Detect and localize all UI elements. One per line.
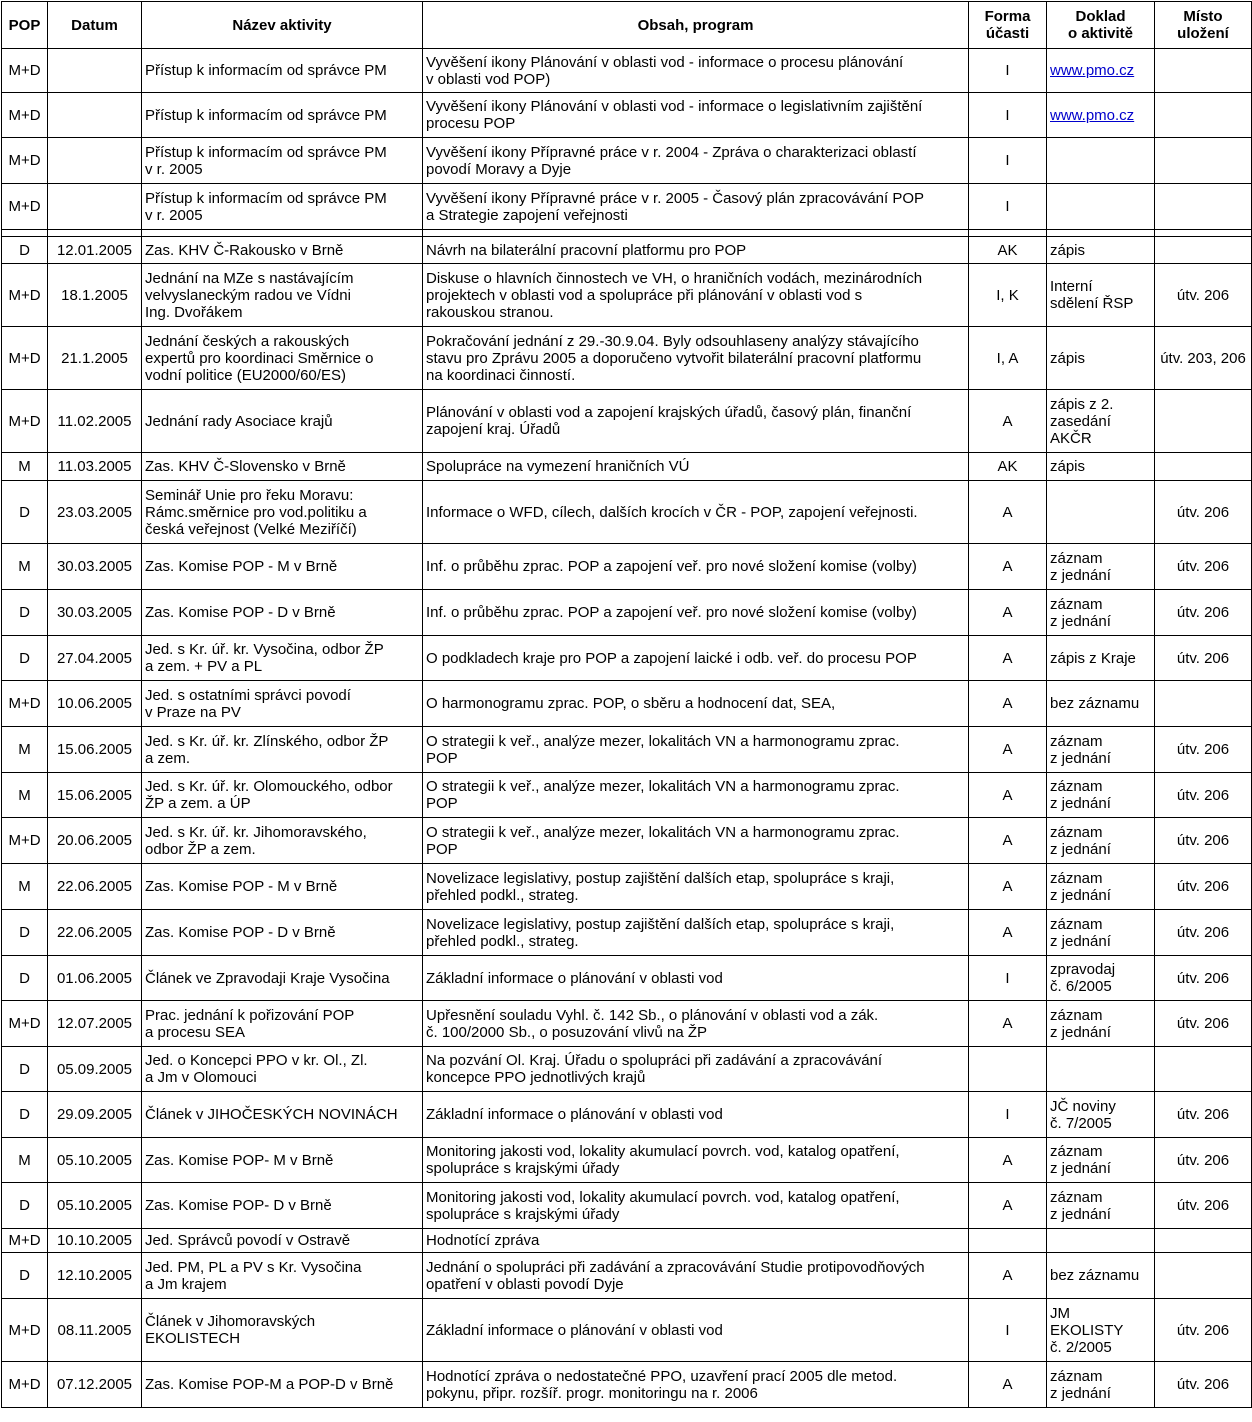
- table-body-top: [2, 49, 1252, 230]
- header-nazev: Název aktivity: [142, 2, 423, 49]
- cell-forma: A: [969, 481, 1047, 544]
- cell-pop: D: [2, 237, 48, 264]
- cell-doklad: zápis z Kraje: [1047, 636, 1155, 681]
- cell-obsah: O harmonogramu zprac. POP, o sběru a hodnocení dat, SEA,: [423, 681, 969, 727]
- cell-misto: útv. 206: [1155, 544, 1252, 590]
- cell-pop: D: [2, 1092, 48, 1138]
- cell-nazev: Článek ve Zpravodaji Kraje Vysočina: [142, 956, 423, 1001]
- cell-misto: útv. 206: [1155, 1092, 1252, 1138]
- cell-datum: 15.06.2005: [48, 727, 142, 773]
- table-row: [2, 1229, 1252, 1253]
- cell-obsah: Plánování v oblasti vod a zapojení krajských úřadů, časový plán, finanční zapojení kraj. Úřadů: [423, 390, 969, 453]
- cell-misto: útv. 206: [1155, 956, 1252, 1001]
- cell-pop: M: [2, 544, 48, 590]
- cell-forma: I: [969, 184, 1047, 230]
- cell-pop: M+D: [2, 1229, 48, 1253]
- cell-datum: 07.12.2005: [48, 1362, 142, 1408]
- cell-datum: 21.1.2005: [48, 327, 142, 390]
- cell-obsah: Diskuse o hlavních činnostech ve VH, o hraničních vodách, mezinárodních projektech v oblasti vod a spolupráce při plánování v oblasti vod s rakouskou stranou.: [423, 264, 969, 327]
- cell-misto: útv. 206: [1155, 264, 1252, 327]
- cell-pop: D: [2, 1047, 48, 1092]
- activity-table: [1, 1, 1252, 1408]
- cell-nazev: Zas. KHV Č-Rakousko v Brně: [142, 237, 423, 264]
- cell-pop: M+D: [2, 93, 48, 138]
- cell-forma: I: [969, 138, 1047, 184]
- cell-forma: A: [969, 1183, 1047, 1229]
- cell-nazev: Zas. Komise POP - D v Brně: [142, 590, 423, 636]
- cell-doklad: JČ noviny č. 7/2005: [1047, 1092, 1155, 1138]
- cell-nazev: Zas. Komise POP - M v Brně: [142, 544, 423, 590]
- cell-doklad: [1047, 93, 1155, 138]
- table-row: [2, 138, 1252, 184]
- cell-misto: útv. 206: [1155, 590, 1252, 636]
- cell-doklad: záznam z jednání: [1047, 1362, 1155, 1408]
- cell-obsah: Základní informace o plánování v oblasti vod: [423, 956, 969, 1001]
- cell-doklad: [1047, 138, 1155, 184]
- table-row: [2, 1299, 1252, 1362]
- cell-pop: D: [2, 956, 48, 1001]
- table-row: [2, 1253, 1252, 1299]
- cell-forma: AK: [969, 453, 1047, 481]
- cell-doklad: záznam z jednání: [1047, 773, 1155, 818]
- table-row: [2, 910, 1252, 956]
- cell-nazev: Zas. KHV Č-Slovensko v Brně: [142, 453, 423, 481]
- cell-pop: D: [2, 636, 48, 681]
- cell-pop: M: [2, 773, 48, 818]
- table-body-main: [2, 237, 1252, 1408]
- header-forma: Forma účasti: [969, 2, 1047, 49]
- cell-nazev: Seminář Unie pro řeku Moravu: Rámc.směrnice pro vod.politiku a česká veřejnost (Velké Meziříčí): [142, 481, 423, 544]
- cell-obsah: Vyvěšení ikony Přípravné práce v r. 2005 - Časový plán zpracovávání POP a Strategie zapojení veřejnosti: [423, 184, 969, 230]
- cell-forma: I: [969, 956, 1047, 1001]
- cell-misto: útv. 206: [1155, 1362, 1252, 1408]
- cell-pop: M+D: [2, 327, 48, 390]
- cell-nazev: Přístup k informacím od správce PM: [142, 49, 423, 93]
- cell-obsah: Jednání o spolupráci při zadávání a zpracovávání Studie protipovodňových opatření v oblasti povodí Dyje: [423, 1253, 969, 1299]
- cell-misto: útv. 206: [1155, 1183, 1252, 1229]
- cell-nazev: Jed. s Kr. úř. kr. Zlínského, odbor ŽP a zem.: [142, 727, 423, 773]
- cell-nazev: Jed. s ostatními správci povodí v Praze na PV: [142, 681, 423, 727]
- header-misto: Místo uložení: [1155, 2, 1252, 49]
- table-row: [2, 1183, 1252, 1229]
- cell-datum: 29.09.2005: [48, 1092, 142, 1138]
- cell-datum: 27.04.2005: [48, 636, 142, 681]
- cell-datum: 20.06.2005: [48, 818, 142, 864]
- cell-forma: A: [969, 818, 1047, 864]
- cell-datum: 11.03.2005: [48, 453, 142, 481]
- cell-misto: [1155, 453, 1252, 481]
- cell-doklad: záznam z jednání: [1047, 544, 1155, 590]
- table-row: [2, 93, 1252, 138]
- cell-misto: [1155, 390, 1252, 453]
- cell-doklad: bez záznamu: [1047, 681, 1155, 727]
- cell-nazev: Jed. Správců povodí v Ostravě: [142, 1229, 423, 1253]
- cell-misto: [1155, 184, 1252, 230]
- cell-doklad: bez záznamu: [1047, 1253, 1155, 1299]
- cell-doklad: Interní sdělení ŘSP: [1047, 264, 1155, 327]
- cell-datum: [48, 49, 142, 93]
- cell-forma: A: [969, 1253, 1047, 1299]
- cell-datum: 11.02.2005: [48, 390, 142, 453]
- cell-misto: útv. 206: [1155, 1299, 1252, 1362]
- table-row: [2, 390, 1252, 453]
- cell-misto: útv. 206: [1155, 818, 1252, 864]
- cell-forma: A: [969, 773, 1047, 818]
- cell-misto: útv. 206: [1155, 481, 1252, 544]
- header-pop: POP: [2, 2, 48, 49]
- cell-obsah: O podkladech kraje pro POP a zapojení laické i odb. veř. do procesu POP: [423, 636, 969, 681]
- cell-obsah: Informace o WFD, cílech, dalších krocích v ČR - POP, zapojení veřejnosti.: [423, 481, 969, 544]
- cell-obsah: Vyvěšení ikony Plánování v oblasti vod - informace o procesu plánování v oblasti vod POP): [423, 49, 969, 93]
- cell-doklad: [1047, 1047, 1155, 1092]
- cell-doklad: zápis: [1047, 237, 1155, 264]
- cell-forma: A: [969, 1001, 1047, 1047]
- table-row: [2, 956, 1252, 1001]
- cell-obsah: Vyvěšení ikony Přípravné práce v r. 2004 - Zpráva o charakterizaci oblastí povodí Moravy a Dyje: [423, 138, 969, 184]
- cell-doklad: JM EKOLISTY č. 2/2005: [1047, 1299, 1155, 1362]
- cell-doklad: zápis: [1047, 453, 1155, 481]
- cell-nazev: Jed. o Koncepci PPO v kr. Ol., Zl. a Jm v Olomouci: [142, 1047, 423, 1092]
- cell-datum: 01.06.2005: [48, 956, 142, 1001]
- cell-doklad: záznam z jednání: [1047, 1138, 1155, 1183]
- cell-datum: 30.03.2005: [48, 544, 142, 590]
- table-row: [2, 818, 1252, 864]
- cell-misto: útv. 206: [1155, 864, 1252, 910]
- cell-misto: [1155, 237, 1252, 264]
- cell-pop: M+D: [2, 681, 48, 727]
- cell-datum: 22.06.2005: [48, 910, 142, 956]
- cell-misto: [1155, 681, 1252, 727]
- cell-misto: [1155, 1253, 1252, 1299]
- cell-nazev: Jed. s Kr. úř. kr. Olomouckého, odbor ŽP a zem. a ÚP: [142, 773, 423, 818]
- cell-forma: I, K: [969, 264, 1047, 327]
- cell-forma: I: [969, 93, 1047, 138]
- cell-forma: I: [969, 1092, 1047, 1138]
- table-row: [2, 1047, 1252, 1092]
- cell-doklad: záznam z jednání: [1047, 590, 1155, 636]
- table-row: [2, 184, 1252, 230]
- cell-misto: útv. 206: [1155, 1001, 1252, 1047]
- cell-obsah: Návrh na bilaterální pracovní platformu pro POP: [423, 237, 969, 264]
- cell-obsah: Inf. o průběhu zprac. POP a zapojení veř. pro nové složení komise (volby): [423, 590, 969, 636]
- cell-doklad: zpravodaj č. 6/2005: [1047, 956, 1155, 1001]
- cell-doklad: záznam z jednání: [1047, 1001, 1155, 1047]
- cell-pop: M: [2, 727, 48, 773]
- cell-doklad: záznam z jednání: [1047, 910, 1155, 956]
- cell-obsah: O strategii k veř., analýze mezer, lokalitách VN a harmonogramu zprac. POP: [423, 818, 969, 864]
- cell-nazev: Jednání českých a rakouských expertů pro koordinaci Směrnice o vodní politice (EU2000/60/ES): [142, 327, 423, 390]
- table-row: [2, 1092, 1252, 1138]
- cell-nazev: Zas. Komise POP-M a POP-D v Brně: [142, 1362, 423, 1408]
- cell-datum: [48, 184, 142, 230]
- cell-nazev: Jednání rady Asociace krajů: [142, 390, 423, 453]
- header-datum: Datum: [48, 2, 142, 49]
- table-row: [2, 453, 1252, 481]
- cell-nazev: Přístup k informacím od správce PM v r. 2005: [142, 138, 423, 184]
- cell-nazev: Jed. s Kr. úř. kr. Vysočina, odbor ŽP a zem. + PV a PL: [142, 636, 423, 681]
- cell-doklad: [1047, 1229, 1155, 1253]
- cell-obsah: Hodnotící zpráva o nedostatečné PPO, uzavření prací 2005 dle metod. pokynu, připr. rozšíř. progr. monitoringu na r. 2006: [423, 1362, 969, 1408]
- cell-obsah: O strategii k veř., analýze mezer, lokalitách VN a harmonogramu zprac. POP: [423, 727, 969, 773]
- table-row: [2, 727, 1252, 773]
- cell-nazev: Zas. Komise POP - D v Brně: [142, 910, 423, 956]
- cell-forma: A: [969, 544, 1047, 590]
- cell-pop: M+D: [2, 1001, 48, 1047]
- cell-doklad: zápis: [1047, 327, 1155, 390]
- cell-obsah: Na pozvání Ol. Kraj. Úřadu o spolupráci při zadávání a zpracovávání koncepce PPO jednotlivých krajů: [423, 1047, 969, 1092]
- header-obsah: Obsah, program: [423, 2, 969, 49]
- cell-misto: [1155, 93, 1252, 138]
- cell-pop: M+D: [2, 138, 48, 184]
- cell-forma: A: [969, 590, 1047, 636]
- cell-doklad: [1047, 184, 1155, 230]
- cell-datum: 05.10.2005: [48, 1183, 142, 1229]
- table-row: [2, 590, 1252, 636]
- cell-obsah: Základní informace o plánování v oblasti vod: [423, 1299, 969, 1362]
- cell-datum: [48, 138, 142, 184]
- cell-pop: D: [2, 590, 48, 636]
- cell-pop: M+D: [2, 49, 48, 93]
- cell-obsah: O strategii k veř., analýze mezer, lokalitách VN a harmonogramu zprac. POP: [423, 773, 969, 818]
- table-row: [2, 49, 1252, 93]
- cell-nazev: Zas. Komise POP - M v Brně: [142, 864, 423, 910]
- cell-pop: M+D: [2, 390, 48, 453]
- cell-forma: A: [969, 910, 1047, 956]
- cell-forma: [969, 1047, 1047, 1092]
- table-separator: [2, 230, 1252, 237]
- cell-misto: útv. 206: [1155, 636, 1252, 681]
- cell-forma: A: [969, 1362, 1047, 1408]
- cell-pop: M: [2, 864, 48, 910]
- cell-datum: 12.07.2005: [48, 1001, 142, 1047]
- cell-misto: [1155, 49, 1252, 93]
- cell-nazev: Článek v JIHOČESKÝCH NOVINÁCH: [142, 1092, 423, 1138]
- cell-forma: A: [969, 636, 1047, 681]
- table-row: [2, 264, 1252, 327]
- table-row: [2, 864, 1252, 910]
- cell-nazev: Zas. Komise POP- D v Brně: [142, 1183, 423, 1229]
- cell-obsah: Upřesnění souladu Vyhl. č. 142 Sb., o plánování v oblasti vod a zák. č. 100/2000 Sb., o posuzování vlivů na ŽP: [423, 1001, 969, 1047]
- doklad-link[interactable]: www.pmo.cz: [1050, 106, 1135, 124]
- cell-pop: D: [2, 481, 48, 544]
- cell-forma: AK: [969, 237, 1047, 264]
- cell-doklad: záznam z jednání: [1047, 818, 1155, 864]
- table-row: [2, 1001, 1252, 1047]
- cell-obsah: Spolupráce na vymezení hraničních VÚ: [423, 453, 969, 481]
- cell-doklad: záznam z jednání: [1047, 727, 1155, 773]
- cell-pop: M+D: [2, 184, 48, 230]
- cell-forma: A: [969, 1138, 1047, 1183]
- cell-datum: [48, 93, 142, 138]
- cell-nazev: Přístup k informacím od správce PM v r. 2005: [142, 184, 423, 230]
- cell-misto: útv. 203, 206: [1155, 327, 1252, 390]
- cell-nazev: Jed. PM, PL a PV s Kr. Vysočina a Jm krajem: [142, 1253, 423, 1299]
- table-row: [2, 681, 1252, 727]
- cell-datum: 05.10.2005: [48, 1138, 142, 1183]
- cell-obsah: Základní informace o plánování v oblasti vod: [423, 1092, 969, 1138]
- cell-obsah: Vyvěšení ikony Plánování v oblasti vod - informace o legislativním zajištění procesu POP: [423, 93, 969, 138]
- cell-forma: A: [969, 864, 1047, 910]
- table-row: [2, 327, 1252, 390]
- cell-forma: A: [969, 681, 1047, 727]
- cell-obsah: Hodnotící zpráva: [423, 1229, 969, 1253]
- cell-obsah: Inf. o průběhu zprac. POP a zapojení veř. pro nové složení komise (volby): [423, 544, 969, 590]
- cell-pop: M: [2, 453, 48, 481]
- cell-datum: 30.03.2005: [48, 590, 142, 636]
- cell-forma: [969, 1229, 1047, 1253]
- cell-forma: A: [969, 727, 1047, 773]
- cell-doklad: [1047, 49, 1155, 93]
- cell-pop: M: [2, 1138, 48, 1183]
- cell-forma: I, A: [969, 327, 1047, 390]
- cell-datum: 05.09.2005: [48, 1047, 142, 1092]
- cell-pop: M+D: [2, 818, 48, 864]
- cell-datum: 10.10.2005: [48, 1229, 142, 1253]
- cell-datum: 10.06.2005: [48, 681, 142, 727]
- cell-pop: M+D: [2, 1299, 48, 1362]
- cell-datum: 12.10.2005: [48, 1253, 142, 1299]
- cell-datum: 18.1.2005: [48, 264, 142, 327]
- cell-misto: útv. 206: [1155, 910, 1252, 956]
- table-row: [2, 1138, 1252, 1183]
- doklad-link[interactable]: www.pmo.cz: [1050, 62, 1135, 79]
- cell-nazev: Článek v Jihomoravských EKOLISTECH: [142, 1299, 423, 1362]
- cell-forma: I: [969, 1299, 1047, 1362]
- cell-misto: útv. 206: [1155, 1138, 1252, 1183]
- cell-datum: 08.11.2005: [48, 1299, 142, 1362]
- header-row: [2, 2, 1252, 49]
- header-doklad: Doklad o aktivitě: [1047, 2, 1155, 49]
- cell-obsah: Monitoring jakosti vod, lokality akumulací povrch. vod, katalog opatření, spolupráce s krajskými úřady: [423, 1183, 969, 1229]
- cell-doklad: zápis z 2. zasedání AKČR: [1047, 390, 1155, 453]
- cell-pop: M+D: [2, 1362, 48, 1408]
- cell-doklad: záznam z jednání: [1047, 1183, 1155, 1229]
- cell-nazev: Zas. Komise POP- M v Brně: [142, 1138, 423, 1183]
- cell-obsah: Monitoring jakosti vod, lokality akumulací povrch. vod, katalog opatření, spolupráce s krajskými úřady: [423, 1138, 969, 1183]
- table-row: [2, 544, 1252, 590]
- cell-nazev: Jed. s Kr. úř. kr. Jihomoravského, odbor ŽP a zem.: [142, 818, 423, 864]
- cell-pop: D: [2, 1183, 48, 1229]
- cell-misto: útv. 206: [1155, 773, 1252, 818]
- cell-datum: 22.06.2005: [48, 864, 142, 910]
- table-row: [2, 1362, 1252, 1408]
- table-row: [2, 481, 1252, 544]
- table-row: [2, 636, 1252, 681]
- cell-pop: D: [2, 910, 48, 956]
- cell-doklad: záznam z jednání: [1047, 864, 1155, 910]
- cell-obsah: Novelizace legislativy, postup zajištění dalších etap, spolupráce s kraji, přehled podkl., strateg.: [423, 864, 969, 910]
- cell-forma: A: [969, 390, 1047, 453]
- cell-misto: [1155, 138, 1252, 184]
- cell-datum: 12.01.2005: [48, 237, 142, 264]
- cell-misto: útv. 206: [1155, 727, 1252, 773]
- cell-obsah: Novelizace legislativy, postup zajištění dalších etap, spolupráce s kraji, přehled podkl., strateg.: [423, 910, 969, 956]
- cell-datum: 23.03.2005: [48, 481, 142, 544]
- cell-misto: [1155, 1047, 1252, 1092]
- cell-obsah: Pokračování jednání z 29.-30.9.04. Byly odsouhlaseny analýzy stávajícího stavu pro Zprávu 2005 a doporučeno vytvořit bilaterální pracovní platformu na koordinaci činností.: [423, 327, 969, 390]
- table-row: [2, 237, 1252, 264]
- cell-nazev: Přístup k informacím od správce PM: [142, 93, 423, 138]
- cell-nazev: Jednání na MZe s nastávajícím velvyslaneckým radou ve Vídni Ing. Dvořákem: [142, 264, 423, 327]
- cell-misto: [1155, 1229, 1252, 1253]
- table-row: [2, 773, 1252, 818]
- cell-datum: 15.06.2005: [48, 773, 142, 818]
- cell-doklad: [1047, 481, 1155, 544]
- cell-pop: M+D: [2, 264, 48, 327]
- cell-nazev: Prac. jednání k pořizování POP a procesu SEA: [142, 1001, 423, 1047]
- cell-pop: D: [2, 1253, 48, 1299]
- cell-forma: I: [969, 49, 1047, 93]
